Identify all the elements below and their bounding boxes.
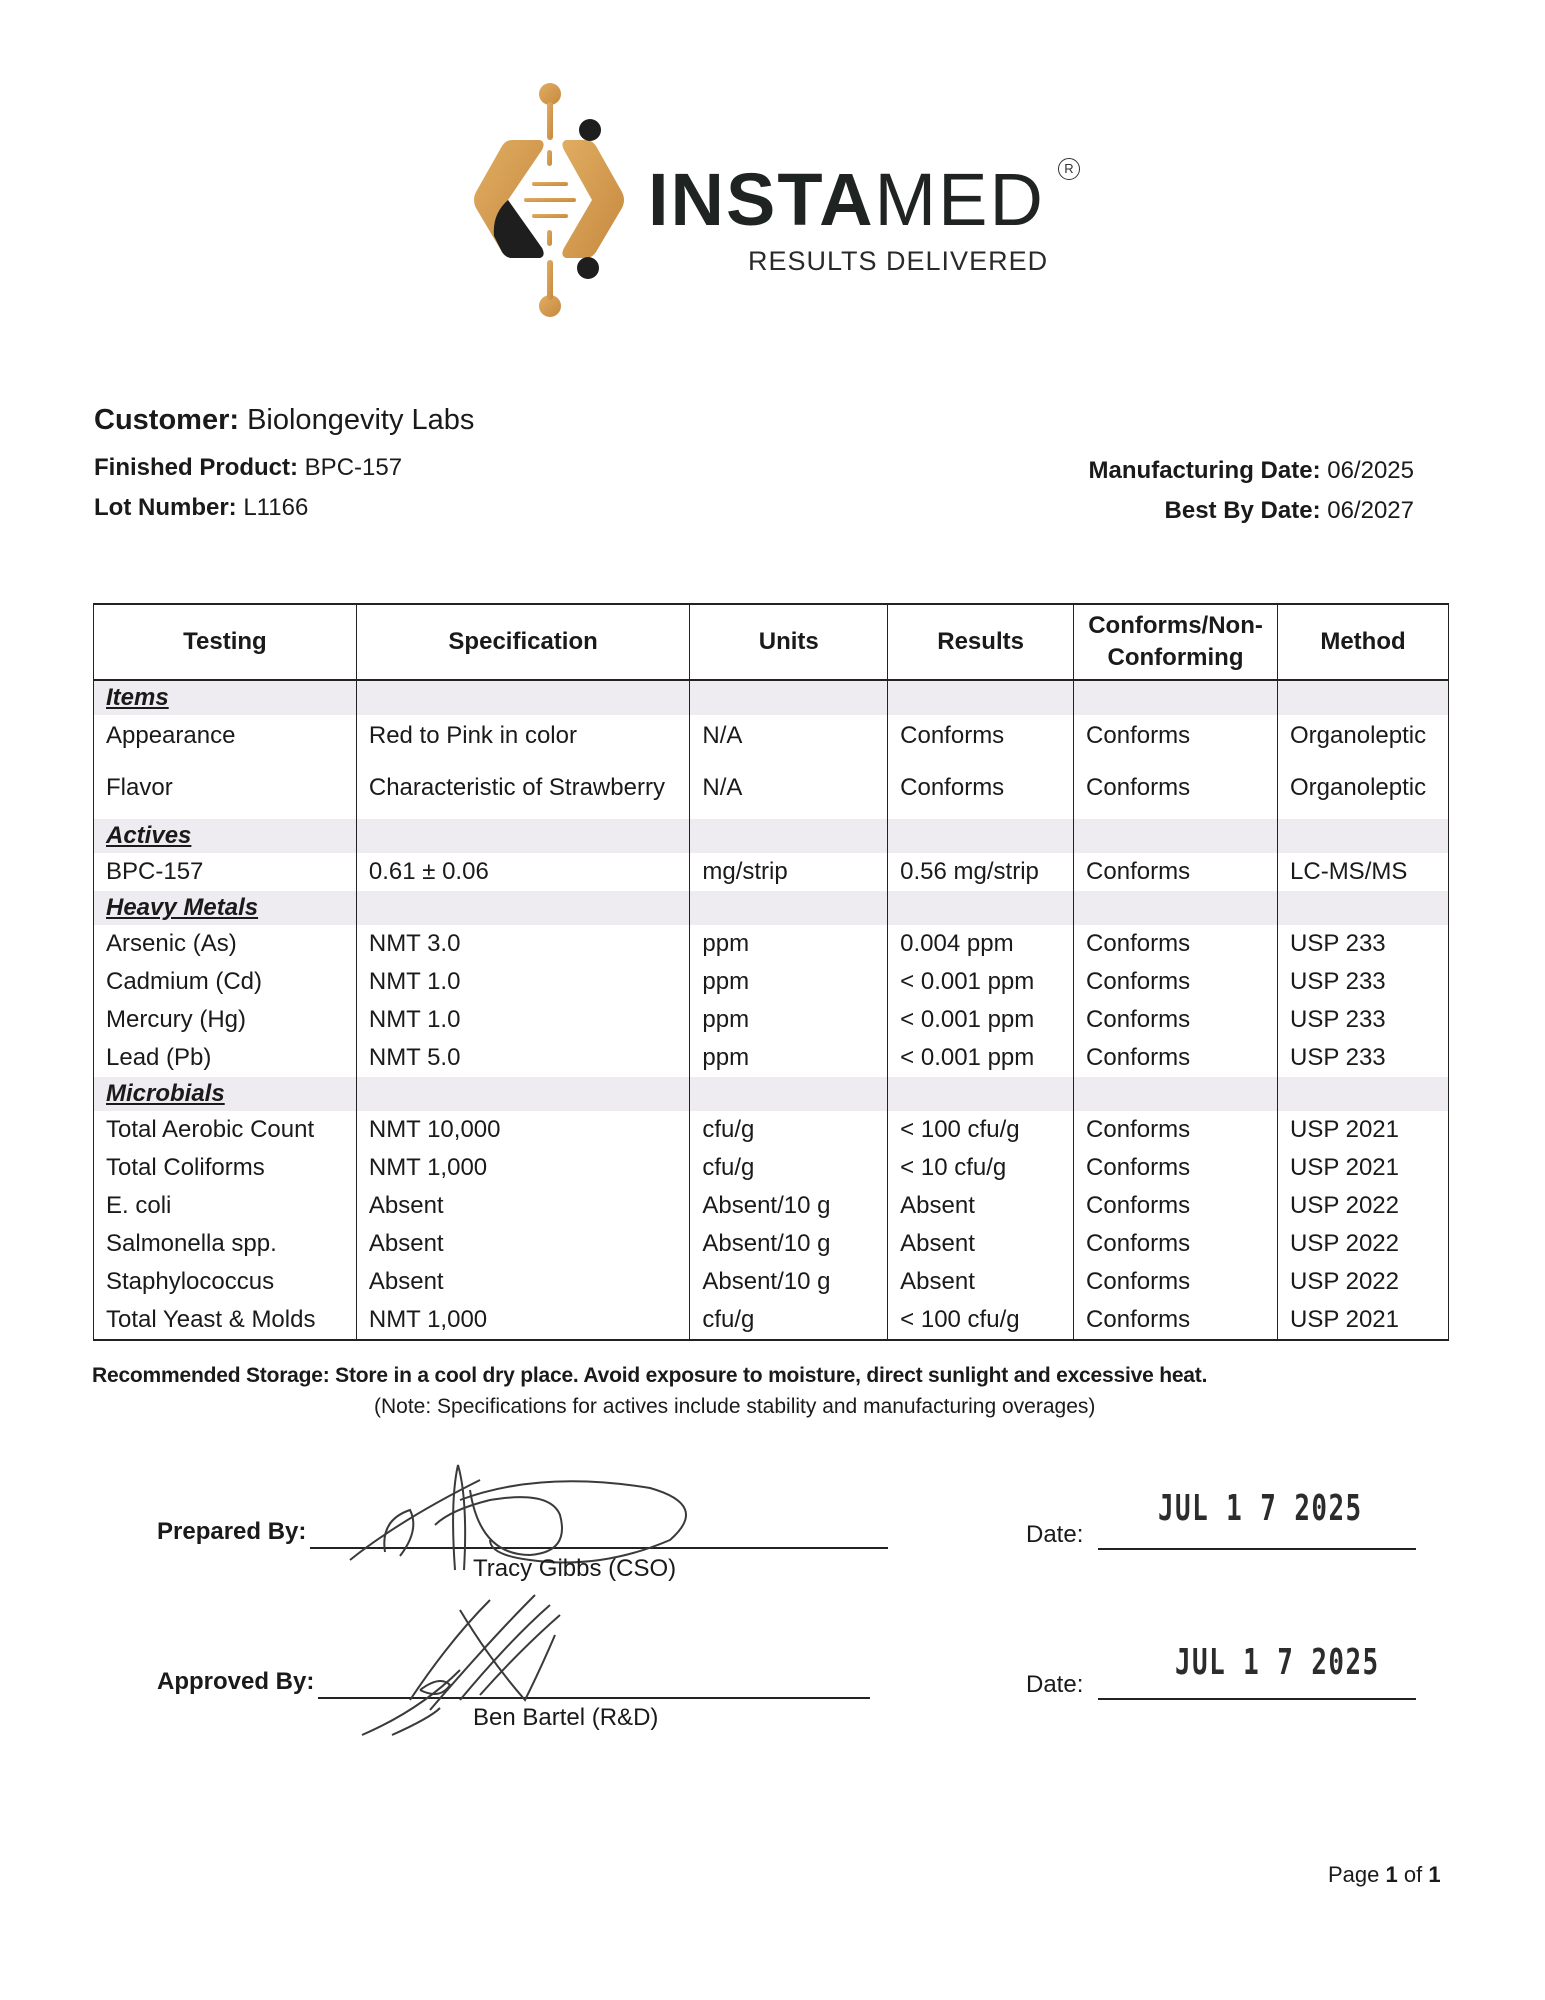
cell-specification: NMT 5.0 [356, 1039, 690, 1077]
cell-results: < 0.001 ppm [888, 1039, 1074, 1077]
table-row [94, 1111, 1449, 1149]
lot-value: L1166 [243, 494, 309, 521]
cell-testing: Flavor [94, 757, 357, 819]
cell-specification: NMT 10,000 [356, 1111, 690, 1149]
cell-specification: 0.61 ± 0.06 [356, 853, 690, 891]
instamed-logo-icon [468, 82, 628, 318]
mfg-date-value: 06/2025 [1327, 457, 1414, 484]
cell-method: USP 2022 [1278, 1225, 1449, 1263]
cell-testing: Salmonella spp. [94, 1225, 357, 1263]
cell-units: ppm [690, 1001, 888, 1039]
cell-testing: Total Coliforms [94, 1149, 357, 1187]
cell-specification: Red to Pink in color [356, 715, 690, 757]
approved-by-label: Approved By: [157, 1668, 315, 1695]
table-row [94, 1149, 1449, 1187]
cell-specification: Characteristic of Strawberry [356, 757, 690, 819]
approved-date-label: Date: [1026, 1671, 1084, 1698]
cell-testing: BPC-157 [94, 853, 357, 891]
cell-results: < 0.001 ppm [888, 963, 1074, 1001]
cell-results: 0.56 mg/strip [888, 853, 1074, 891]
cell-specification: NMT 1.0 [356, 963, 690, 1001]
manufacturing-date-field [1089, 457, 1414, 485]
cell-method: USP 233 [1278, 963, 1449, 1001]
best-by-value: 06/2027 [1327, 497, 1414, 524]
cell-conformance: Conforms [1074, 1111, 1278, 1149]
category-row-items [94, 680, 1449, 715]
cell-specification: Absent [356, 1263, 690, 1301]
cell-method: LC-MS/MS [1278, 853, 1449, 891]
cell-testing: Total Yeast & Molds [94, 1301, 357, 1340]
coa-results-table [93, 603, 1449, 1341]
cell-units: ppm [690, 1039, 888, 1077]
cell-testing: Cadmium (Cd) [94, 963, 357, 1001]
cell-method: USP 233 [1278, 1001, 1449, 1039]
product-value: BPC-157 [304, 454, 403, 481]
table-row [94, 853, 1449, 891]
cell-units: mg/strip [690, 853, 888, 891]
category-row-heavy-metals [94, 891, 1449, 925]
page-number: Page 1 of 1 [1328, 1862, 1441, 1887]
prepared-by-name: Tracy Gibbs (CSO) [473, 1555, 677, 1582]
cell-testing: Total Aerobic Count [94, 1111, 357, 1149]
cell-results: Absent [888, 1263, 1074, 1301]
cell-units: cfu/g [690, 1301, 888, 1340]
cell-units: cfu/g [690, 1149, 888, 1187]
prepared-date-stamp: JUL 1 7 2025 [1158, 1488, 1363, 1529]
cell-testing: Mercury (Hg) [94, 1001, 357, 1039]
cell-units: ppm [690, 963, 888, 1001]
category-label: Items [106, 684, 169, 711]
cell-results: Absent [888, 1187, 1074, 1225]
col-header-testing: Testing [94, 604, 357, 680]
cell-method: USP 2021 [1278, 1111, 1449, 1149]
table-row [94, 1225, 1449, 1263]
best-by-date-field [1165, 497, 1414, 525]
cell-conformance: Conforms [1074, 963, 1278, 1001]
cell-specification: NMT 1,000 [356, 1149, 690, 1187]
customer-field [94, 404, 474, 437]
lot-number-field [94, 494, 308, 522]
table-row [94, 1001, 1449, 1039]
customer-label: Customer: [94, 404, 240, 436]
cell-units: N/A [690, 715, 888, 757]
approved-date-stamp: JUL 1 7 2025 [1175, 1642, 1380, 1683]
cell-results: 0.004 ppm [888, 925, 1074, 963]
approved-date-line [1098, 1698, 1416, 1700]
cell-specification: Absent [356, 1187, 690, 1225]
cell-method: USP 233 [1278, 1039, 1449, 1077]
prepared-date-label: Date: [1026, 1521, 1084, 1548]
cell-results: Conforms [888, 715, 1074, 757]
cell-testing: E. coli [94, 1187, 357, 1225]
brand-name-bold: INSTA [648, 158, 875, 241]
cell-results: Conforms [888, 757, 1074, 819]
table-header-row [94, 604, 1449, 680]
cell-conformance: Conforms [1074, 1225, 1278, 1263]
best-by-label: Best By Date: [1164, 497, 1321, 524]
cell-testing: Lead (Pb) [94, 1039, 357, 1077]
cell-conformance: Conforms [1074, 925, 1278, 963]
registered-trademark-icon: R [1058, 158, 1080, 180]
cell-conformance: Conforms [1074, 853, 1278, 891]
cell-conformance: Conforms [1074, 1149, 1278, 1187]
brand-tagline: RESULTS DELIVERED [748, 246, 1049, 276]
cell-units: ppm [690, 925, 888, 963]
cell-units: Absent/10 g [690, 1225, 888, 1263]
cell-results: Absent [888, 1225, 1074, 1263]
cell-specification: NMT 3.0 [356, 925, 690, 963]
cell-testing: Appearance [94, 715, 357, 757]
col-header-specification: Specification [356, 604, 690, 680]
table-row [94, 963, 1449, 1001]
brand-name-light: MED [874, 158, 1045, 241]
category-row-microbials [94, 1077, 1449, 1111]
cell-conformance: Conforms [1074, 757, 1278, 819]
col-header-method: Method [1278, 604, 1449, 680]
cell-testing: Arsenic (As) [94, 925, 357, 963]
approved-by-name: Ben Bartel (R&D) [473, 1704, 659, 1731]
lot-label: Lot Number: [94, 494, 237, 521]
table-row [94, 1301, 1449, 1340]
cell-results: < 10 cfu/g [888, 1149, 1074, 1187]
cell-method: USP 2021 [1278, 1149, 1449, 1187]
cell-method: USP 2021 [1278, 1301, 1449, 1340]
table-row [94, 715, 1449, 757]
cell-units: Absent/10 g [690, 1187, 888, 1225]
brand-wordmark [648, 160, 1045, 240]
cell-conformance: Conforms [1074, 1039, 1278, 1077]
prepared-date-line [1098, 1548, 1416, 1550]
cell-conformance: Conforms [1074, 1301, 1278, 1340]
cell-conformance: Conforms [1074, 1187, 1278, 1225]
table-row [94, 925, 1449, 963]
col-header-conformance: Conforms/Non- Conforming [1074, 604, 1278, 680]
cell-method: Organoleptic [1278, 715, 1449, 757]
cell-specification: Absent [356, 1225, 690, 1263]
cell-results: < 100 cfu/g [888, 1111, 1074, 1149]
table-row [94, 757, 1449, 819]
cell-method: USP 2022 [1278, 1263, 1449, 1301]
cell-method: USP 2022 [1278, 1187, 1449, 1225]
specification-note: (Note: Specifications for actives include stability and manufacturing overages) [374, 1395, 1096, 1418]
category-label: Microbials [106, 1080, 225, 1107]
cell-specification: NMT 1.0 [356, 1001, 690, 1039]
finished-product-field [94, 454, 402, 482]
table-row [94, 1039, 1449, 1077]
category-label: Heavy Metals [106, 894, 259, 921]
table-row [94, 1187, 1449, 1225]
cell-units: N/A [690, 757, 888, 819]
cell-conformance: Conforms [1074, 715, 1278, 757]
cell-conformance: Conforms [1074, 1001, 1278, 1039]
category-label: Actives [106, 822, 192, 849]
cell-units: Absent/10 g [690, 1263, 888, 1301]
cell-method: USP 233 [1278, 925, 1449, 963]
storage-recommendation: Recommended Storage: Store in a cool dry place. Avoid exposure to moisture, direct sunlight and excessive heat. [92, 1364, 1208, 1387]
cell-conformance: Conforms [1074, 1263, 1278, 1301]
cell-results: < 0.001 ppm [888, 1001, 1074, 1039]
customer-value: Biolongevity Labs [247, 404, 475, 436]
cell-results: < 100 cfu/g [888, 1301, 1074, 1340]
col-header-units: Units [690, 604, 888, 680]
category-row-actives [94, 819, 1449, 853]
cell-units: cfu/g [690, 1111, 888, 1149]
cell-specification: NMT 1,000 [356, 1301, 690, 1340]
mfg-date-label: Manufacturing Date: [1088, 457, 1321, 484]
table-row [94, 1263, 1449, 1301]
prepared-by-label: Prepared By: [157, 1518, 307, 1545]
cell-testing: Staphylococcus [94, 1263, 357, 1301]
col-header-results: Results [888, 604, 1074, 680]
product-label: Finished Product: [94, 454, 298, 481]
cell-method: Organoleptic [1278, 757, 1449, 819]
